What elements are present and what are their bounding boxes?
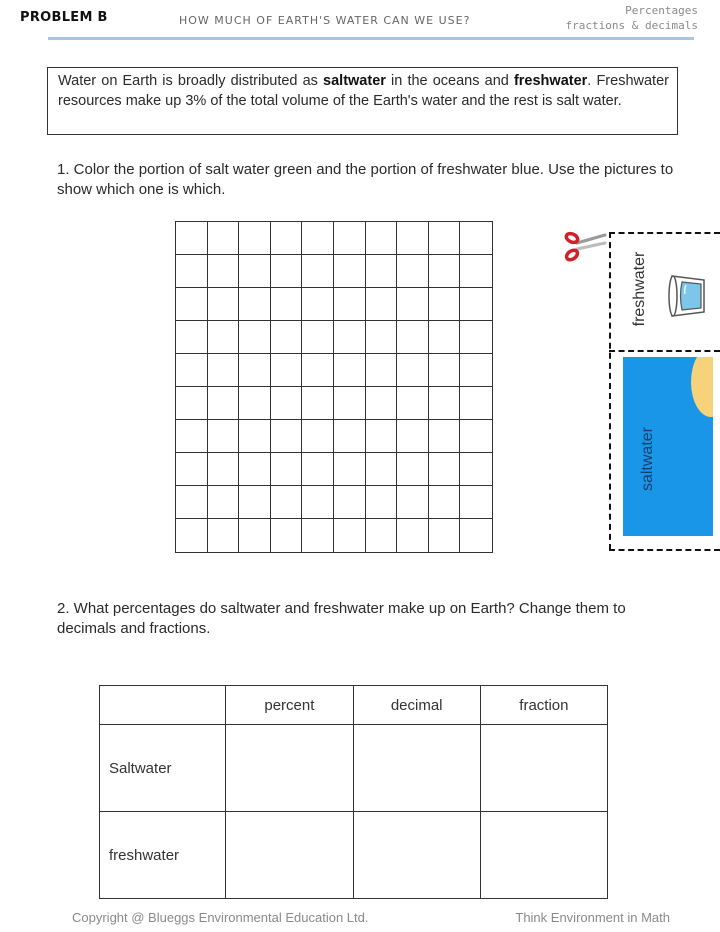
- table-header-row: [100, 686, 608, 725]
- grid-cell[interactable]: [397, 387, 429, 420]
- intro-box: [47, 67, 678, 135]
- water-glass-icon: [668, 270, 708, 322]
- grid-cell[interactable]: [208, 255, 240, 288]
- grid-cell[interactable]: [460, 288, 492, 321]
- grid-cell[interactable]: [302, 486, 334, 519]
- grid-cell[interactable]: [302, 222, 334, 255]
- grid-cell[interactable]: [271, 222, 303, 255]
- table-header-fraction: fraction: [480, 686, 607, 725]
- sand-shore: [691, 357, 713, 417]
- hundred-grid[interactable]: [175, 221, 493, 553]
- grid-cell[interactable]: [239, 453, 271, 486]
- grid-cell[interactable]: [208, 288, 240, 321]
- grid-cell[interactable]: [366, 321, 398, 354]
- grid-cell[interactable]: [208, 321, 240, 354]
- intro-text: . Freshwater resources make up 3% of the total volume of the Earth's water and the rest is salt water.: [58, 73, 669, 109]
- grid-cell[interactable]: [176, 255, 208, 288]
- grid-cell[interactable]: [366, 420, 398, 453]
- grid-cell[interactable]: [208, 354, 240, 387]
- grid-cell[interactable]: [302, 255, 334, 288]
- topic-line-2: fractions & decimals: [565, 19, 698, 32]
- grid-cell[interactable]: [239, 354, 271, 387]
- grid-cell[interactable]: [460, 453, 492, 486]
- grid-cell[interactable]: [239, 387, 271, 420]
- grid-cell[interactable]: [429, 519, 461, 552]
- grid-cell[interactable]: [397, 354, 429, 387]
- grid-cell[interactable]: [429, 387, 461, 420]
- grid-cell[interactable]: [366, 354, 398, 387]
- grid-cell[interactable]: [334, 420, 366, 453]
- topic-label: [566, 3, 698, 33]
- cut-line-middle: [609, 350, 720, 352]
- freshwater-decimal-cell[interactable]: [353, 812, 480, 899]
- grid-cell[interactable]: [176, 288, 208, 321]
- grid-cell[interactable]: [302, 354, 334, 387]
- grid-cell[interactable]: [239, 486, 271, 519]
- grid-cell[interactable]: [334, 519, 366, 552]
- grid-cell[interactable]: [397, 519, 429, 552]
- grid-cell[interactable]: [176, 387, 208, 420]
- grid-cell[interactable]: [208, 222, 240, 255]
- freshwater-label: freshwater: [631, 251, 648, 327]
- topic-line-1: Percentages: [625, 4, 698, 17]
- grid-cell[interactable]: [334, 321, 366, 354]
- grid-cell[interactable]: [176, 519, 208, 552]
- grid-cell[interactable]: [334, 387, 366, 420]
- grid-cell[interactable]: [302, 387, 334, 420]
- grid-cell[interactable]: [334, 288, 366, 321]
- saltwater-fraction-cell[interactable]: [480, 725, 607, 812]
- grid-cell[interactable]: [460, 486, 492, 519]
- grid-cell[interactable]: [176, 321, 208, 354]
- grid-cell[interactable]: [239, 255, 271, 288]
- grid-cell[interactable]: [334, 486, 366, 519]
- grid-cell[interactable]: [366, 486, 398, 519]
- footer-tagline: Think Environment in Math: [515, 910, 670, 925]
- grid-cell[interactable]: [271, 453, 303, 486]
- cut-line-left: [609, 232, 611, 550]
- grid-cell[interactable]: [397, 486, 429, 519]
- table-row: [100, 725, 608, 812]
- cut-line-bottom: [609, 549, 720, 551]
- grid-cell[interactable]: [239, 519, 271, 552]
- grid-cell[interactable]: [239, 321, 271, 354]
- grid-cell[interactable]: [208, 453, 240, 486]
- grid-cell[interactable]: [239, 288, 271, 321]
- cut-line-top: [609, 232, 720, 234]
- grid-cell[interactable]: [271, 354, 303, 387]
- grid-cell[interactable]: [366, 519, 398, 552]
- grid-cell[interactable]: [334, 222, 366, 255]
- table-row: [100, 812, 608, 899]
- grid-cell[interactable]: [397, 255, 429, 288]
- grid-cell[interactable]: [429, 321, 461, 354]
- freshwater-percent-cell[interactable]: [226, 812, 353, 899]
- grid-cell[interactable]: [429, 453, 461, 486]
- grid-cell[interactable]: [460, 354, 492, 387]
- table-header-corner: [100, 686, 226, 725]
- grid-cell[interactable]: [176, 222, 208, 255]
- table-header-percent: percent: [226, 686, 353, 725]
- grid-cell[interactable]: [397, 222, 429, 255]
- grid-cell[interactable]: [366, 288, 398, 321]
- saltwater-percent-cell[interactable]: [226, 725, 353, 812]
- grid-cell[interactable]: [239, 222, 271, 255]
- grid-cell[interactable]: [397, 321, 429, 354]
- question-1: 1. Color the portion of salt water green and the portion of freshwater blue. Use the pictures to show which one is which.: [57, 161, 674, 198]
- grid-cell[interactable]: [334, 354, 366, 387]
- grid-cell[interactable]: [208, 486, 240, 519]
- grid-cell[interactable]: [271, 255, 303, 288]
- saltwater-picture: [623, 357, 713, 536]
- problem-title: HOW MUCH OF EARTH'S WATER CAN WE USE?: [179, 14, 471, 27]
- grid-cell[interactable]: [397, 288, 429, 321]
- grid-cell[interactable]: [176, 486, 208, 519]
- grid-cell[interactable]: [239, 420, 271, 453]
- grid-cell[interactable]: [429, 288, 461, 321]
- grid-cell[interactable]: [208, 387, 240, 420]
- grid-cell[interactable]: [366, 453, 398, 486]
- grid-cell[interactable]: [334, 255, 366, 288]
- row-label-freshwater: freshwater: [100, 812, 226, 899]
- grid-cell[interactable]: [302, 321, 334, 354]
- grid-cell[interactable]: [397, 453, 429, 486]
- grid-cell[interactable]: [460, 222, 492, 255]
- row-label-saltwater: Saltwater: [100, 725, 226, 812]
- grid-cell[interactable]: [271, 486, 303, 519]
- grid-cell[interactable]: [208, 519, 240, 552]
- grid-cell[interactable]: [271, 420, 303, 453]
- grid-cell[interactable]: [460, 387, 492, 420]
- grid-cell[interactable]: [460, 321, 492, 354]
- scissors-icon: [563, 229, 607, 263]
- grid-cell[interactable]: [429, 222, 461, 255]
- intro-text: in the oceans and: [385, 73, 514, 89]
- grid-cell[interactable]: [429, 354, 461, 387]
- footer-copyright: Copyright @ Blueggs Environmental Education Ltd.: [72, 910, 369, 925]
- grid-cell[interactable]: [366, 222, 398, 255]
- grid-cell[interactable]: [334, 453, 366, 486]
- grid-cell[interactable]: [460, 519, 492, 552]
- conversion-table: [99, 685, 608, 899]
- grid-cell[interactable]: [302, 519, 334, 552]
- grid-cell[interactable]: [208, 420, 240, 453]
- grid-cell[interactable]: [271, 321, 303, 354]
- grid-cell[interactable]: [302, 288, 334, 321]
- grid-cell[interactable]: [271, 519, 303, 552]
- grid-cell[interactable]: [460, 420, 492, 453]
- freshwater-fraction-cell[interactable]: [480, 812, 607, 899]
- grid-cell[interactable]: [429, 486, 461, 519]
- grid-cell[interactable]: [176, 354, 208, 387]
- grid-cell[interactable]: [271, 288, 303, 321]
- saltwater-label: saltwater: [639, 426, 656, 492]
- saltwater-decimal-cell[interactable]: [353, 725, 480, 812]
- grid-cell[interactable]: [366, 255, 398, 288]
- grid-cell[interactable]: [176, 420, 208, 453]
- grid-cell[interactable]: [429, 420, 461, 453]
- grid-cell[interactable]: [302, 420, 334, 453]
- grid-cell[interactable]: [429, 255, 461, 288]
- intro-text: Water on Earth is broadly distributed as: [58, 73, 324, 89]
- grid-cell[interactable]: [302, 453, 334, 486]
- intro-freshwater-bold: freshwater: [513, 73, 588, 89]
- problem-label: PROBLEM B: [20, 10, 108, 25]
- header-rule: [48, 37, 694, 40]
- intro-saltwater-bold: saltwater: [323, 73, 386, 89]
- grid-cell[interactable]: [366, 387, 398, 420]
- question-2: 2. What percentages do saltwater and freshwater make up on Earth? Change them to decimals and fractions.: [57, 600, 626, 637]
- grid-cell[interactable]: [397, 420, 429, 453]
- table-header-decimal: decimal: [353, 686, 480, 725]
- grid-cell[interactable]: [460, 255, 492, 288]
- grid-cell[interactable]: [271, 387, 303, 420]
- grid-cell[interactable]: [176, 453, 208, 486]
